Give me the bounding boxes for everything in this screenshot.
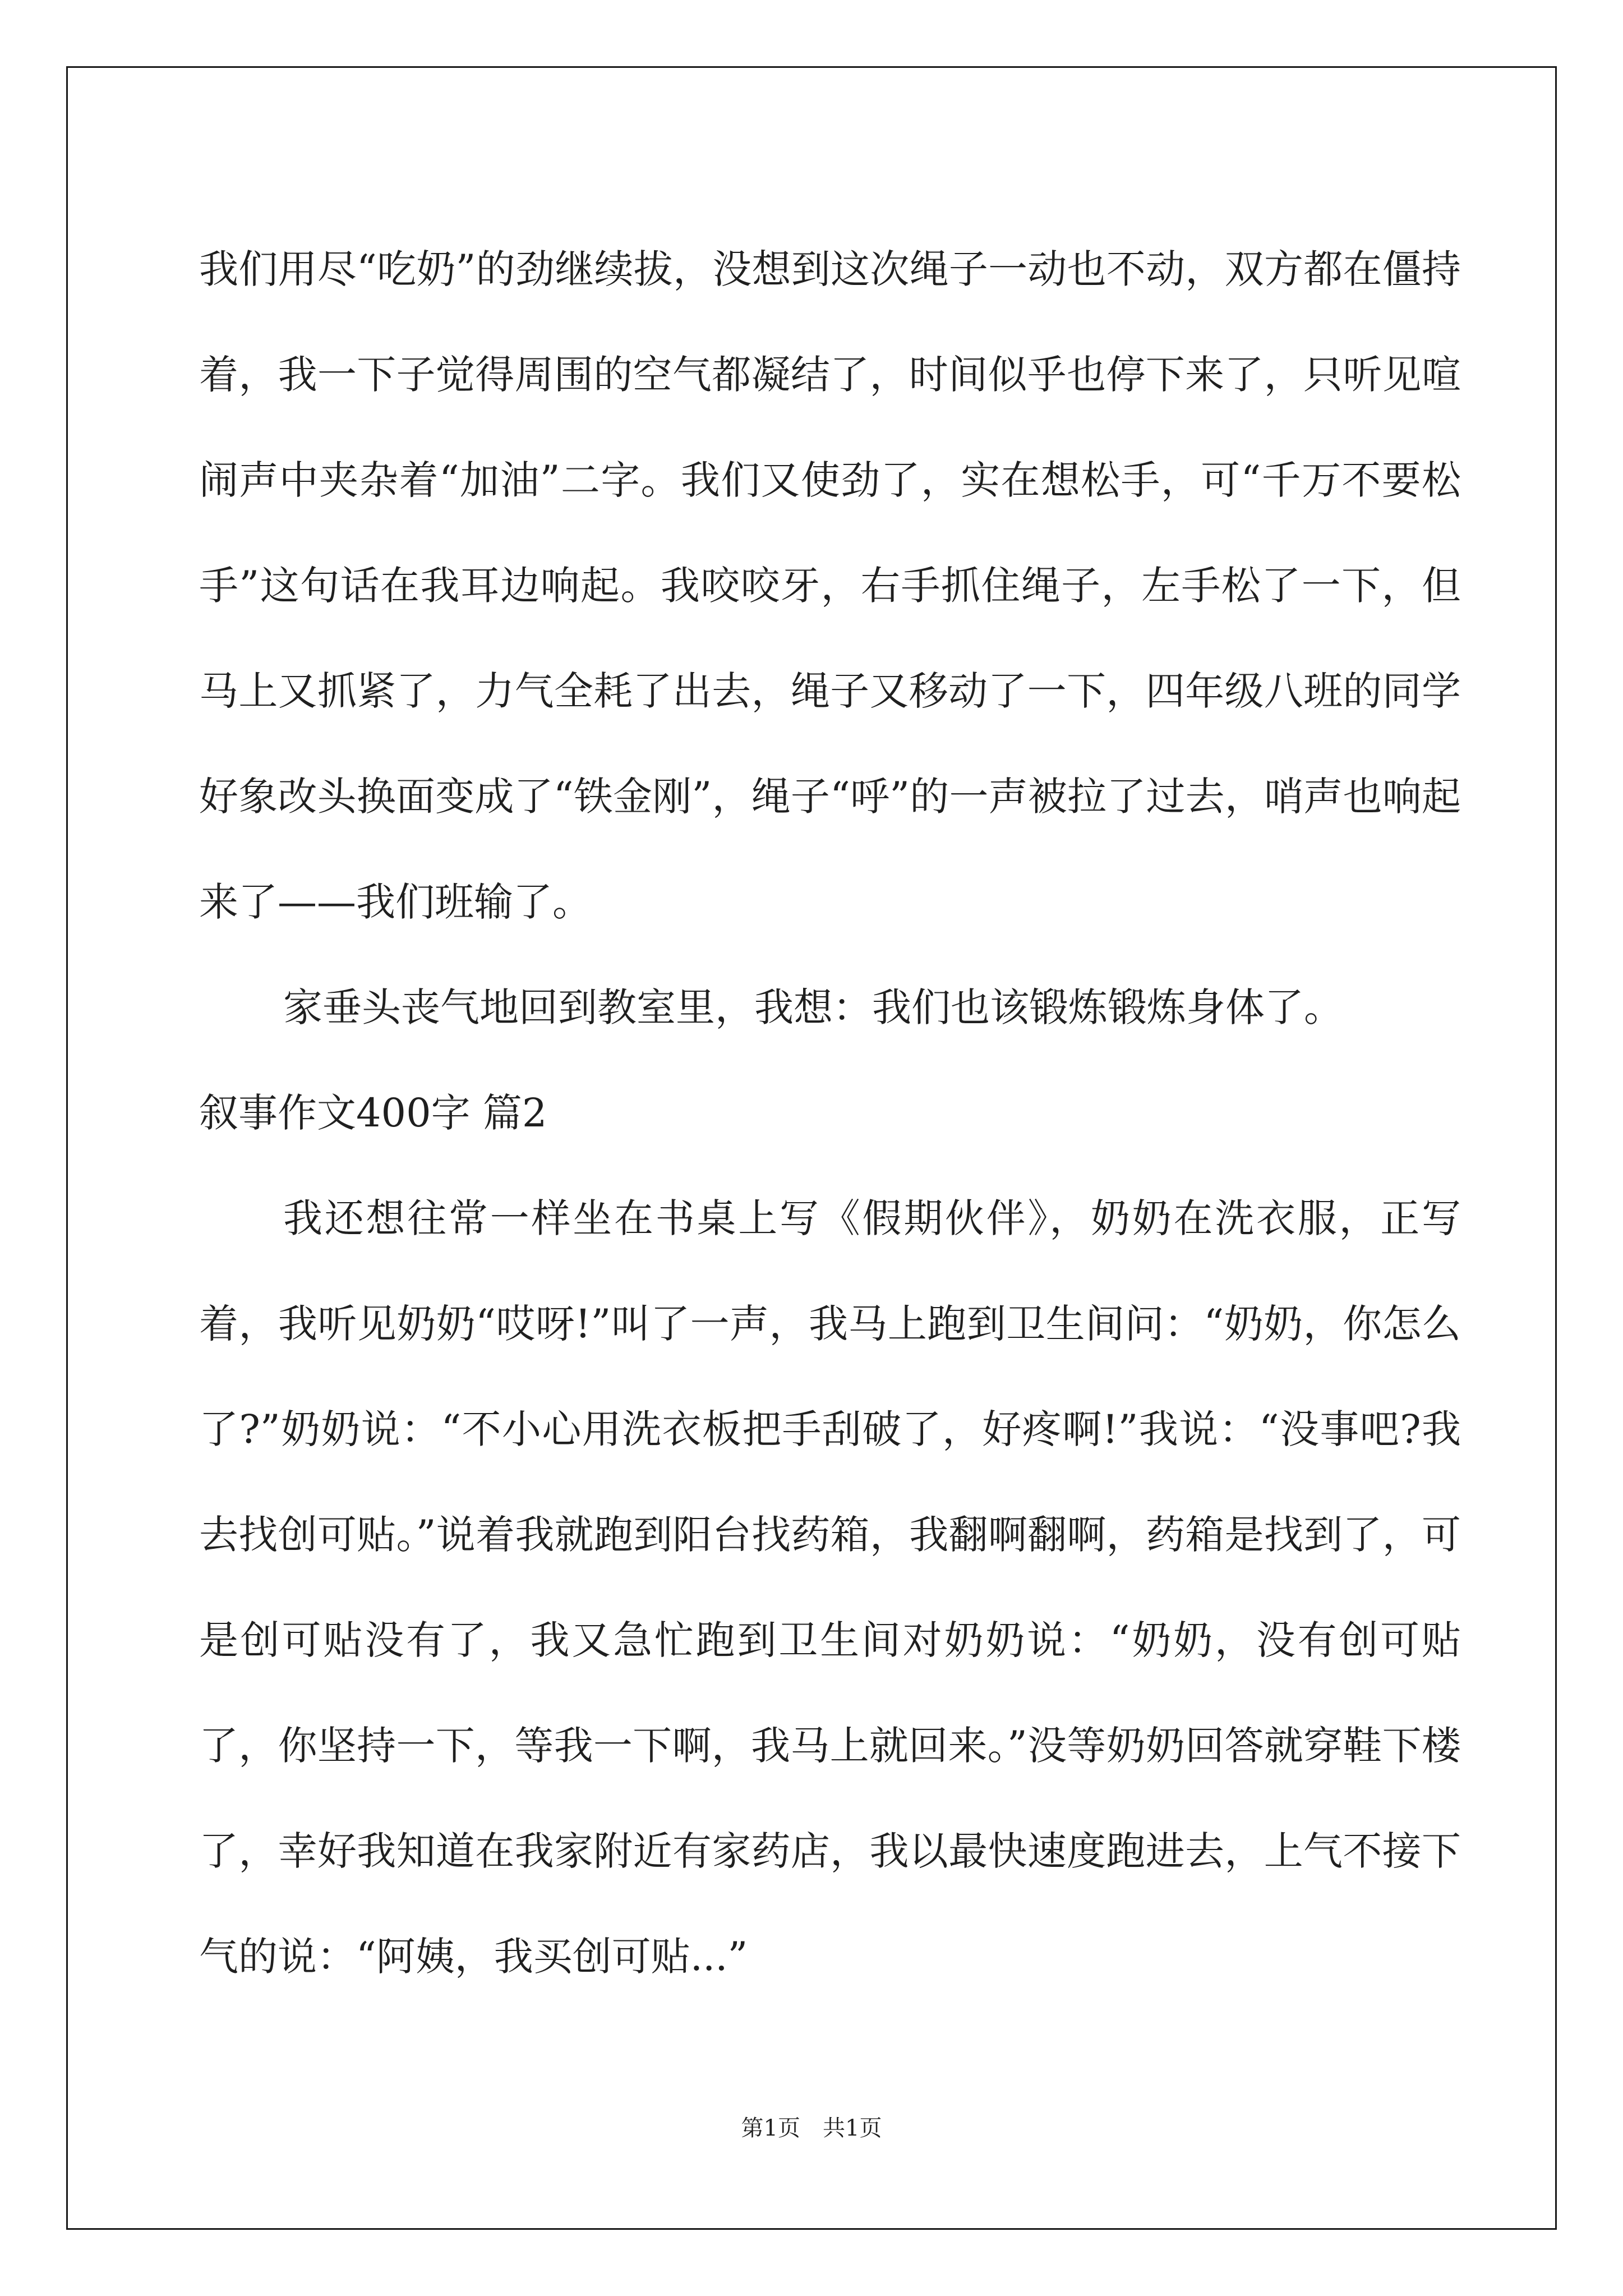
document-body: [199, 217, 1461, 2009]
section-heading: 叙事作文400字 篇2: [199, 1090, 547, 1136]
paragraph-grandma-story: 我还想往常一样坐在书桌上写《假期伙伴》，奶奶在洗衣服，正写着，我听见奶奶“哎呀!”叫了一声，我马上跑到卫生间问：“奶奶，你怎么了?”奶奶说：“不小心用洗衣板把手刮破了，好疼啊!”我说：“没事吧?我去找创可贴。”说着我就跑到阳台找药箱，我翻啊翻啊，药箱是找到了，可是创可贴没有了，我又急忙跑到卫生间对奶奶说：“奶奶，没有创可贴了，你坚持一下，等我一下啊，我马上就回来。”没等奶奶回答就穿鞋下楼了，幸好我知道在我家附近有家药店，我以最快速度跑进去，上气不接下气的说：“阿姨，我买创可贴...”: [199, 1195, 1461, 1980]
paragraph-conclusion: 家垂头丧气地回到教室里，我想：我们也该锻炼锻炼身体了。: [283, 984, 1343, 1030]
paragraph-tug-of-war-ending: 我们用尽“吃奶”的劲继续拔，没想到这次绳子一动也不动，双方都在僵持着，我一下子觉得周围的空气都凝结了，时间似乎也停下来了，只听见喧闹声中夹杂着“加油”二字。我们又使劲了，实在想松手，可“千万不要松手”这句话在我耳边响起。我咬咬牙，右手抓住绳子，左手松了一下，但马上又抓紧了，力气全耗了出去，绳子又移动了一下，四年级八班的同学好象改头换面变成了“铁金刚”，绳子“呼”的一声被拉了过去，哨声也响起来了——我们班输了。: [199, 246, 1461, 925]
page-footer: 第1页 共1页: [741, 2115, 882, 2141]
